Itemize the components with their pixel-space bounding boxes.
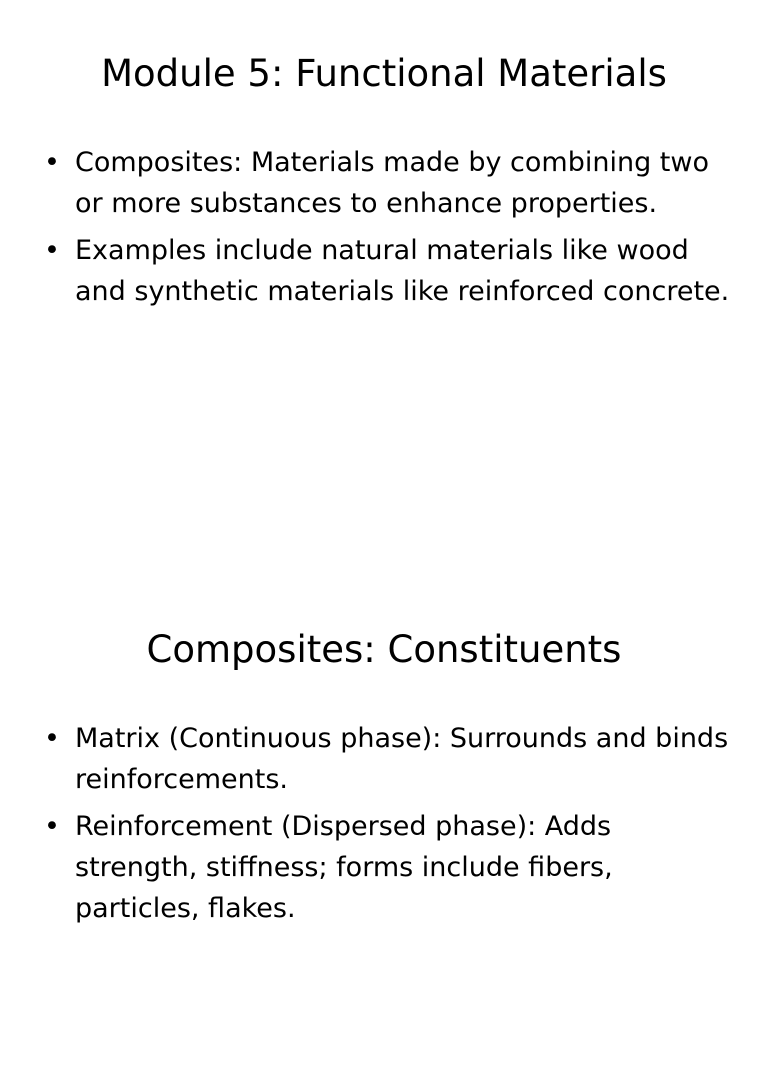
bullet-text: Composites: Materials made by combining two or more substances to enhance properties. bbox=[75, 147, 709, 219]
bullet-icon: • bbox=[44, 235, 60, 266]
bullet-text: Reinforcement (Dispersed phase): Adds strength, stiffness; forms include fibers, particles, flakes. bbox=[75, 811, 613, 924]
bullet-item bbox=[44, 806, 734, 929]
bullet-list bbox=[44, 718, 734, 935]
bullet-icon: • bbox=[44, 147, 60, 178]
slide-1 bbox=[0, 0, 768, 512]
bullet-list bbox=[44, 142, 734, 318]
slide-title: Composites: Constituents bbox=[146, 628, 622, 671]
bullet-icon: • bbox=[44, 811, 60, 842]
bullet-icon: • bbox=[44, 723, 60, 754]
slide-title: Module 5: Functional Materials bbox=[101, 52, 667, 95]
slide-2 bbox=[0, 576, 768, 1088]
bullet-item bbox=[44, 142, 734, 224]
bullet-item bbox=[44, 230, 734, 312]
bullet-text: Examples include natural materials like wood and synthetic materials like reinforced concrete. bbox=[75, 235, 730, 307]
bullet-text: Matrix (Continuous phase): Surrounds and binds reinforcements. bbox=[75, 723, 729, 795]
bullet-item bbox=[44, 718, 734, 800]
